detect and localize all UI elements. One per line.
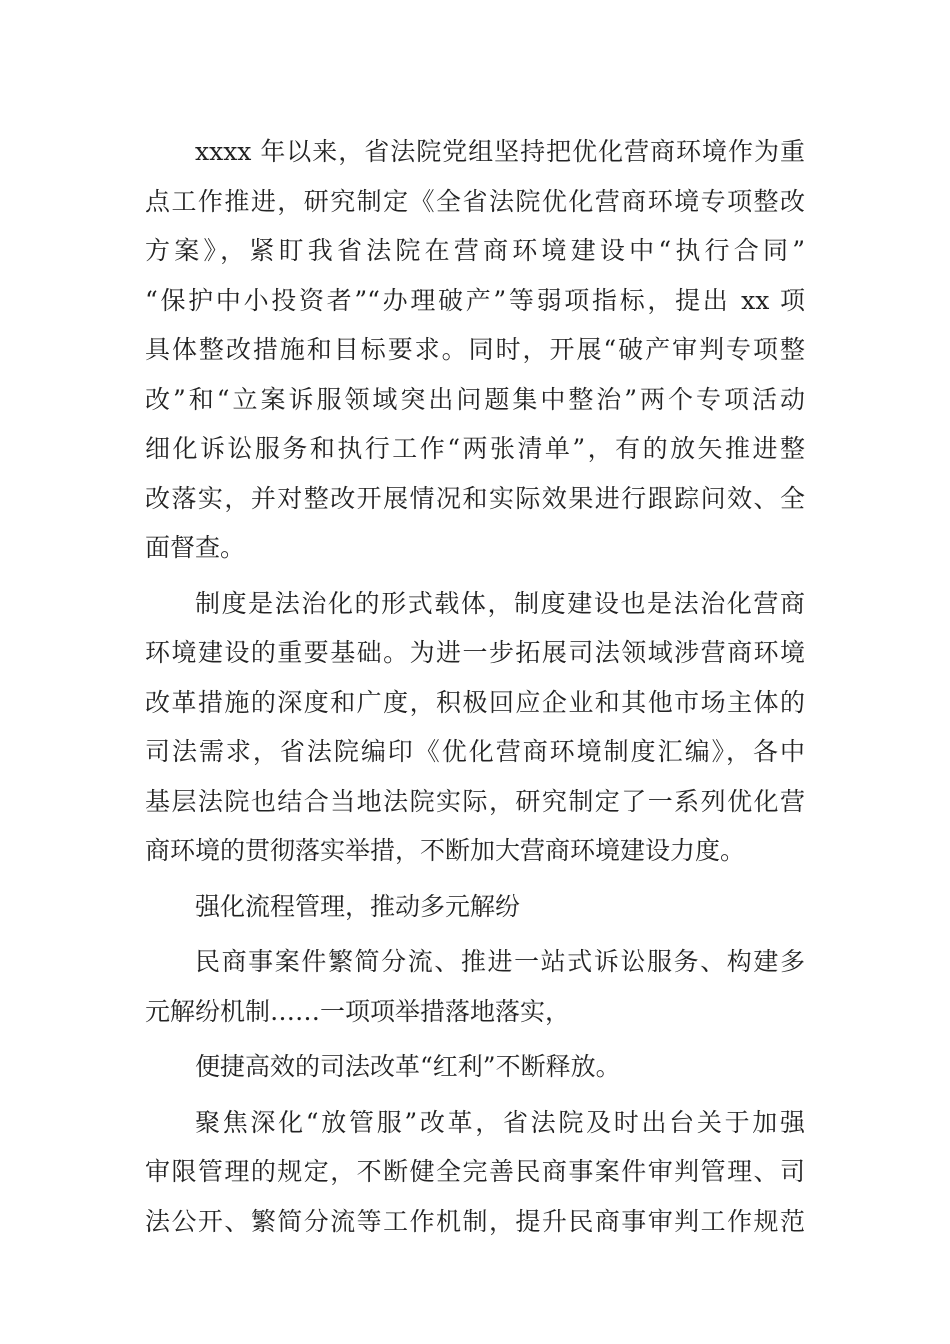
text-line: 改”和“立案诉服领域突出问题集中整治”两个专项活动 [145, 384, 805, 414]
paragraph [145, 937, 805, 1036]
document-page [145, 127, 805, 1246]
text-line: 制度是法治化的形式载体，制度建设也是法治化营商 [195, 588, 805, 618]
text-line: 便捷高效的司法改革“红利”不断释放。 [195, 1052, 621, 1081]
text-line: 面督查。 [145, 533, 246, 562]
text-line: xxxx 年以来，省法院党组坚持把优化营商环境作为重 [195, 137, 805, 166]
text-line: 强化流程管理，推动多元解纷 [195, 891, 521, 921]
text-line: 基层法院也结合当地法院实际，研究制定了一系列优化营 [145, 786, 805, 816]
text-line: 点工作推进，研究制定《全省法院优化营商环境专项整改 [145, 186, 805, 216]
text-line: 改落实，并对整改开展情况和实际效果进行跟踪问效、全 [145, 483, 805, 513]
paragraph [145, 1098, 805, 1247]
text-line: 民商事案件繁简分流、推进一站式诉讼服务、构建多 [195, 947, 805, 976]
paragraph [145, 127, 805, 573]
text-line: 具体整改措施和目标要求。同时，开展“破产审判专项整 [145, 335, 805, 364]
paragraph [145, 1042, 805, 1092]
text-line: 方案》，紧盯我省法院在营商环境建设中“执行合同” [145, 236, 805, 265]
text-line: 司法需求，省法院编印《优化营商环境制度汇编》，各中 [145, 737, 805, 766]
text-line: “保护中小投资者”“办理破产”等弱项指标，提出 xx 项 [145, 285, 805, 315]
paragraph [145, 579, 805, 876]
text-line: 商环境的贯彻落实举措，不断加大营商环境建设力度。 [145, 836, 746, 865]
text-line: 审限管理的规定，不断健全完善民商事案件审判管理、司 [145, 1157, 805, 1186]
text-line: 改革措施的深度和广度，积极回应企业和其他市场主体的 [145, 687, 805, 717]
section-heading [145, 882, 805, 932]
text-line: 聚焦深化“放管服”改革，省法院及时出台关于加强 [195, 1107, 805, 1137]
text-line: 环境建设的重要基础。为进一步拓展司法领域涉营商环境 [145, 638, 805, 667]
text-line: 法公开、繁简分流等工作机制，提升民商事审判工作规范 [145, 1206, 805, 1236]
text-line: 元解纷机制……一项项举措落地落实， [145, 996, 571, 1026]
text-line: 细化诉讼服务和执行工作“两张清单”，有的放矢推进整 [145, 434, 805, 463]
